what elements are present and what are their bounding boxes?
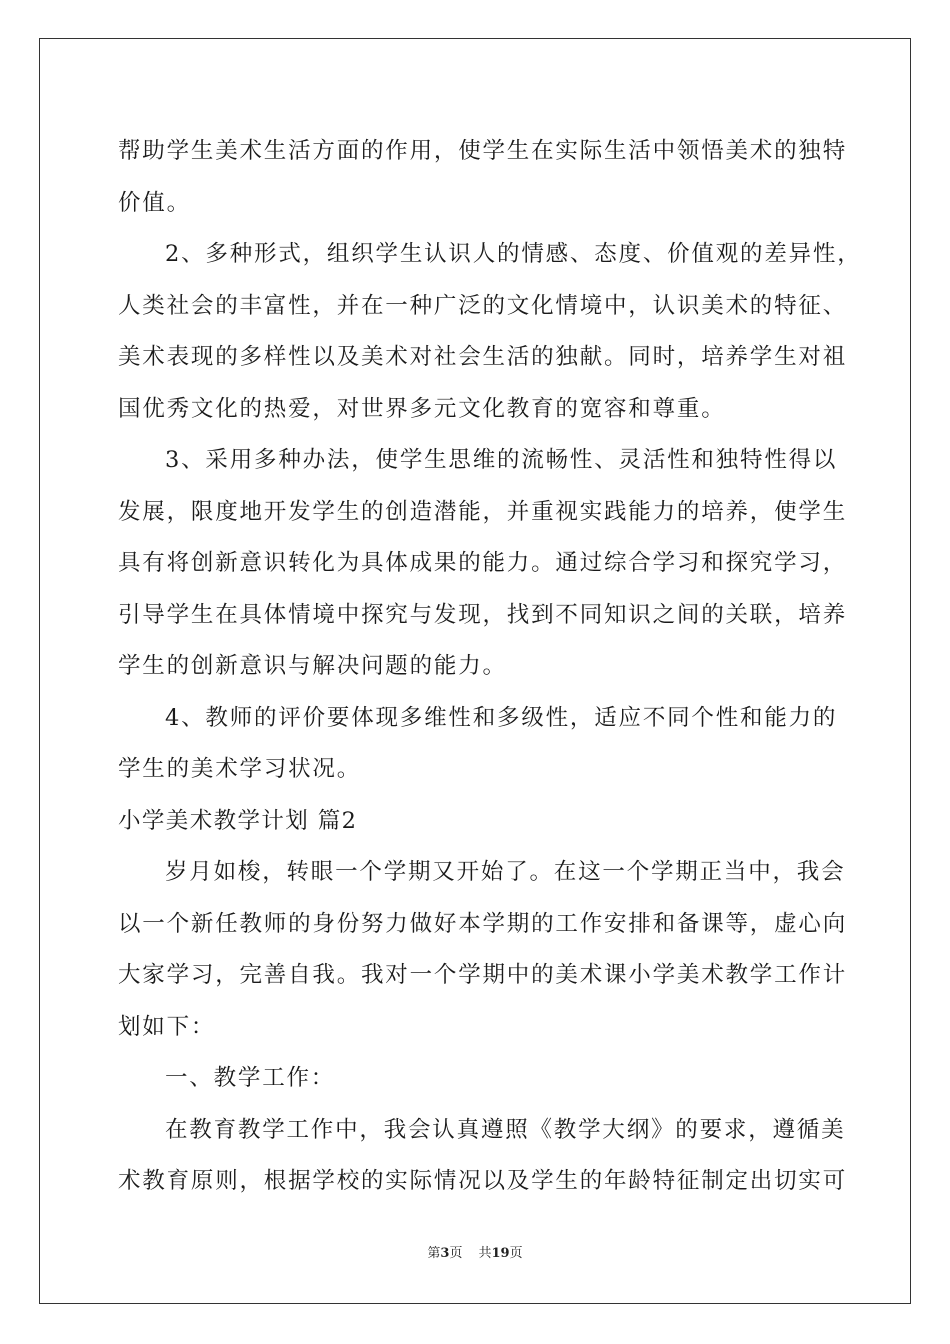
heading-text: 小学美术教学计划 篇2 bbox=[118, 807, 358, 834]
text-line: 术教育原则，根据学校的实际情况以及学生的年龄特征制定出切实可 bbox=[118, 1168, 848, 1194]
paragraph bbox=[118, 1105, 848, 1208]
text-line: 价值。 bbox=[118, 189, 191, 216]
paragraph bbox=[118, 126, 848, 229]
text-line: 发展，限度地开发学生的创造潜能，并重视实践能力的培养，使学生 bbox=[118, 498, 848, 525]
paragraph bbox=[118, 1053, 838, 1105]
paragraph bbox=[118, 847, 848, 1053]
page-prefix: 第 bbox=[427, 1246, 441, 1261]
text-line: 划如下： bbox=[118, 1013, 216, 1040]
text-line: 在教育教学工作中，我会认真遵照《教学大纲》的要求，遵循美 bbox=[165, 1116, 846, 1143]
text-line: 引导学生在具体情境中探究与发现，找到不同知识之间的关联，培养 bbox=[118, 601, 848, 628]
text-line: 人类社会的丰富性，并在一种广泛的文化情境中，认识美术的特征、 bbox=[118, 292, 848, 319]
text-line: 帮助学生美术生活方面的作用，使学生在实际生活中领悟美术的独特 bbox=[118, 138, 848, 164]
text-line: 学生的创新意识与解决问题的能力。 bbox=[118, 653, 507, 679]
page-suffix: 页 bbox=[449, 1246, 463, 1261]
page-footer bbox=[0, 1244, 950, 1264]
text-line: 具有将创新意识转化为具体成果的能力。通过综合学习和探究学习， bbox=[118, 550, 848, 576]
paragraph bbox=[118, 435, 848, 693]
text-line: 以一个新任教师的身份努力做好本学期的工作安排和备课等，虚心向 bbox=[118, 910, 848, 937]
paragraph bbox=[118, 229, 862, 435]
text-line: 大家学习，完善自我。我对一个学期中的美术课小学美术教学工作计 bbox=[118, 962, 848, 988]
page-number: 3 bbox=[440, 1246, 450, 1261]
text-line: 国优秀文化的热爱，对世界多元文化教育的宽容和尊重。 bbox=[118, 395, 726, 422]
text-line: 3、采用多种办法，使学生思维的流畅性、灵活性和独特性得以 bbox=[165, 447, 838, 473]
total-suffix: 页 bbox=[509, 1246, 523, 1261]
text-line: 美术表现的多样性以及美术对社会生活的独献。同时，培养学生对祖 bbox=[118, 344, 848, 370]
text-line: 学生的美术学习状况。 bbox=[118, 756, 362, 782]
text-line: 2、多种形式，组织学生认识人的情感、态度、价值观的差异性， bbox=[165, 241, 862, 267]
text-line: 岁月如梭，转眼一个学期又开始了。在这一个学期正当中，我会 bbox=[165, 859, 846, 885]
total-pages: 19 bbox=[491, 1246, 510, 1261]
document-body bbox=[118, 126, 862, 1208]
section-heading bbox=[118, 796, 838, 848]
text-line: 4、教师的评价要体现多维性和多级性，适应不同个性和能力的 bbox=[165, 704, 838, 731]
total-prefix: 共 bbox=[478, 1246, 492, 1261]
paragraph bbox=[118, 693, 838, 796]
text-line: 一、教学工作： bbox=[165, 1065, 336, 1091]
